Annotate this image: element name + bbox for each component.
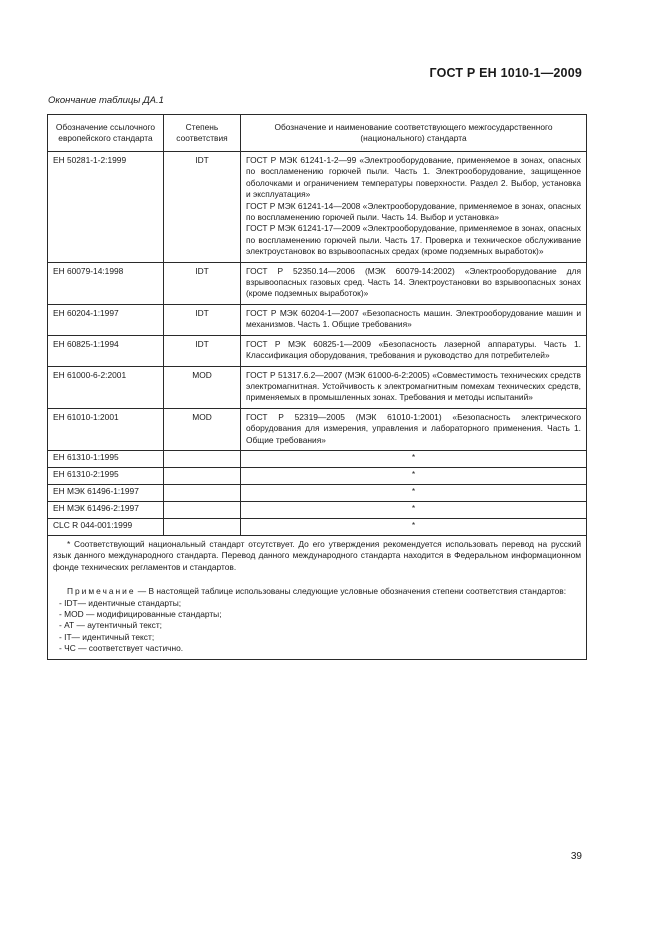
description-cell [241,152,587,263]
no-national-standard-mark: * [241,484,587,501]
reference-cell: ЕН 61010-1:2001 [48,408,164,450]
table-row [48,408,587,450]
note-label: Примечание [67,586,136,597]
footnote-text: * Соответствующий национальный стандарт отсутствует. До его утверждения рекомендуется использовать перевод на русский язык данного международного стандарта. Перевод данного международного стандарта находится в Федеральном информационном фонде технических регламентов и стандартов. [53,538,581,572]
reference-cell: ЕН 61310-2:1995 [48,467,164,484]
table-row [48,304,587,335]
reference-cell: ЕН 61000-6-2:2001 [48,366,164,408]
note-item: - ЧС — соответствует частично. [59,643,184,654]
note-text: — В настоящей таблице использованы следующие условные обозначения степени соответствия стандартов: [135,586,567,597]
reference-cell: ЕН 60825-1:1994 [48,335,164,366]
table-row [48,484,587,501]
degree-cell: IDT [164,152,241,263]
table-caption: Окончание таблицы ДА.1 [48,95,164,106]
description-cell: ГОСТ Р 51317.6.2—2007 (МЭК 61000-6-2:2005) «Совместимость технических средств электромагнитная. Устойчивость к электромагнитным помехам технических средств, применяемых в промышленных зонах. Требования и методы испытаний» [241,366,587,408]
table-row [48,518,587,535]
table-row [48,467,587,484]
description-cell: ГОСТ Р 52319—2005 (МЭК 61010-1:2001) «Безопасность электрического оборудования для измерения, управления и лабораторного применения. Часть 1. Общие требования» [241,408,587,450]
footnote-row [48,535,587,659]
no-national-standard-mark: * [241,501,587,518]
reference-cell: ЕН 60204-1:1997 [48,304,164,335]
degree-cell-empty [164,450,241,467]
description-cell: ГОСТ Р 52350.14—2006 (МЭК 60079-14:2002) «Электрооборудование для взрывоопасных газовых сред. Часть 14. Электроустановки во взрывоопасных зонах (кроме подземных выработок)» [241,262,587,304]
no-national-standard-mark: * [241,450,587,467]
reference-cell: ЕН 50281-1-2:1999 [48,152,164,263]
note-item: - IDT— идентичные стандарты; [59,597,182,608]
degree-cell-empty [164,467,241,484]
table-row [48,366,587,408]
standards-table [47,114,587,660]
note-item: - MOD — модифицированные стандарты; [59,608,222,619]
no-national-standard-mark: * [241,518,587,535]
table-row [48,335,587,366]
degree-cell: MOD [164,366,241,408]
degree-cell-empty [164,501,241,518]
note-items-list [53,598,581,655]
description-line: ГОСТ Р МЭК 61241-1-2—99 «Электрооборудование, применяемое в зонах, опасных по воспламенению горючей пыли. Часть 1. Электрооборудование, защищенное оболочками и ограничением температуры поверхности. Раздел 2. Выбор, установка и эксплуатация» [246,155,581,200]
reference-cell: ЕН МЭК 61496-1:1997 [48,484,164,501]
degree-cell-empty [164,518,241,535]
degree-cell: IDT [164,335,241,366]
description-line: ГОСТ Р МЭК 61241-17—2009 «Электрооборудование, применяемое в зонах, опасных по воспламенению горючей пыли. Часть 17. Проверка и техническое обслуживание электроустановок во взрывоопасных средах (кроме подземных выработок)» [246,223,581,257]
table-header-row [48,115,587,152]
header-reference-standard: Обозначение ссылочного европейского стандарта [48,115,164,152]
degree-cell: IDT [164,262,241,304]
table-row [48,501,587,518]
reference-cell: ЕН 60079-14:1998 [48,262,164,304]
note-paragraph [53,586,581,597]
degree-cell: IDT [164,304,241,335]
note-item: - IT— идентичный текст; [59,631,155,642]
table-row [48,152,587,263]
reference-cell: ЕН МЭК 61496-2:1997 [48,501,164,518]
degree-cell-empty [164,484,241,501]
table-row [48,262,587,304]
page-number: 39 [570,851,582,862]
table-row [48,450,587,467]
no-national-standard-mark: * [241,467,587,484]
description-cell: ГОСТ Р МЭК 60204-1—2007 «Безопасность машин. Электрооборудование машин и механизмов. Часть 1. Общие требования» [241,304,587,335]
degree-cell: MOD [164,408,241,450]
header-compliance-degree: Степень соответствия [164,115,241,152]
document-code: ГОСТ Р ЕН 1010-1—2009 [429,66,582,80]
footnote-cell [48,535,587,659]
reference-cell: ЕН 61310-1:1995 [48,450,164,467]
header-national-standard: Обозначение и наименование соответствующего межгосударственного (национального) стандарта [241,115,587,152]
description-cell: ГОСТ Р МЭК 60825-1—2009 «Безопасность лазерной аппаратуры. Часть 1. Классификация оборудования, требования и руководство для потребителей» [241,335,587,366]
description-line: ГОСТ Р МЭК 61241-14—2008 «Электрооборудование, применяемое в зонах, опасных по воспламенению горючей пыли. Часть 14. Выбор и установка» [246,200,581,223]
reference-cell: CLC R 044-001:1999 [48,518,164,535]
note-item: - АТ — аутентичный текст; [59,620,163,631]
